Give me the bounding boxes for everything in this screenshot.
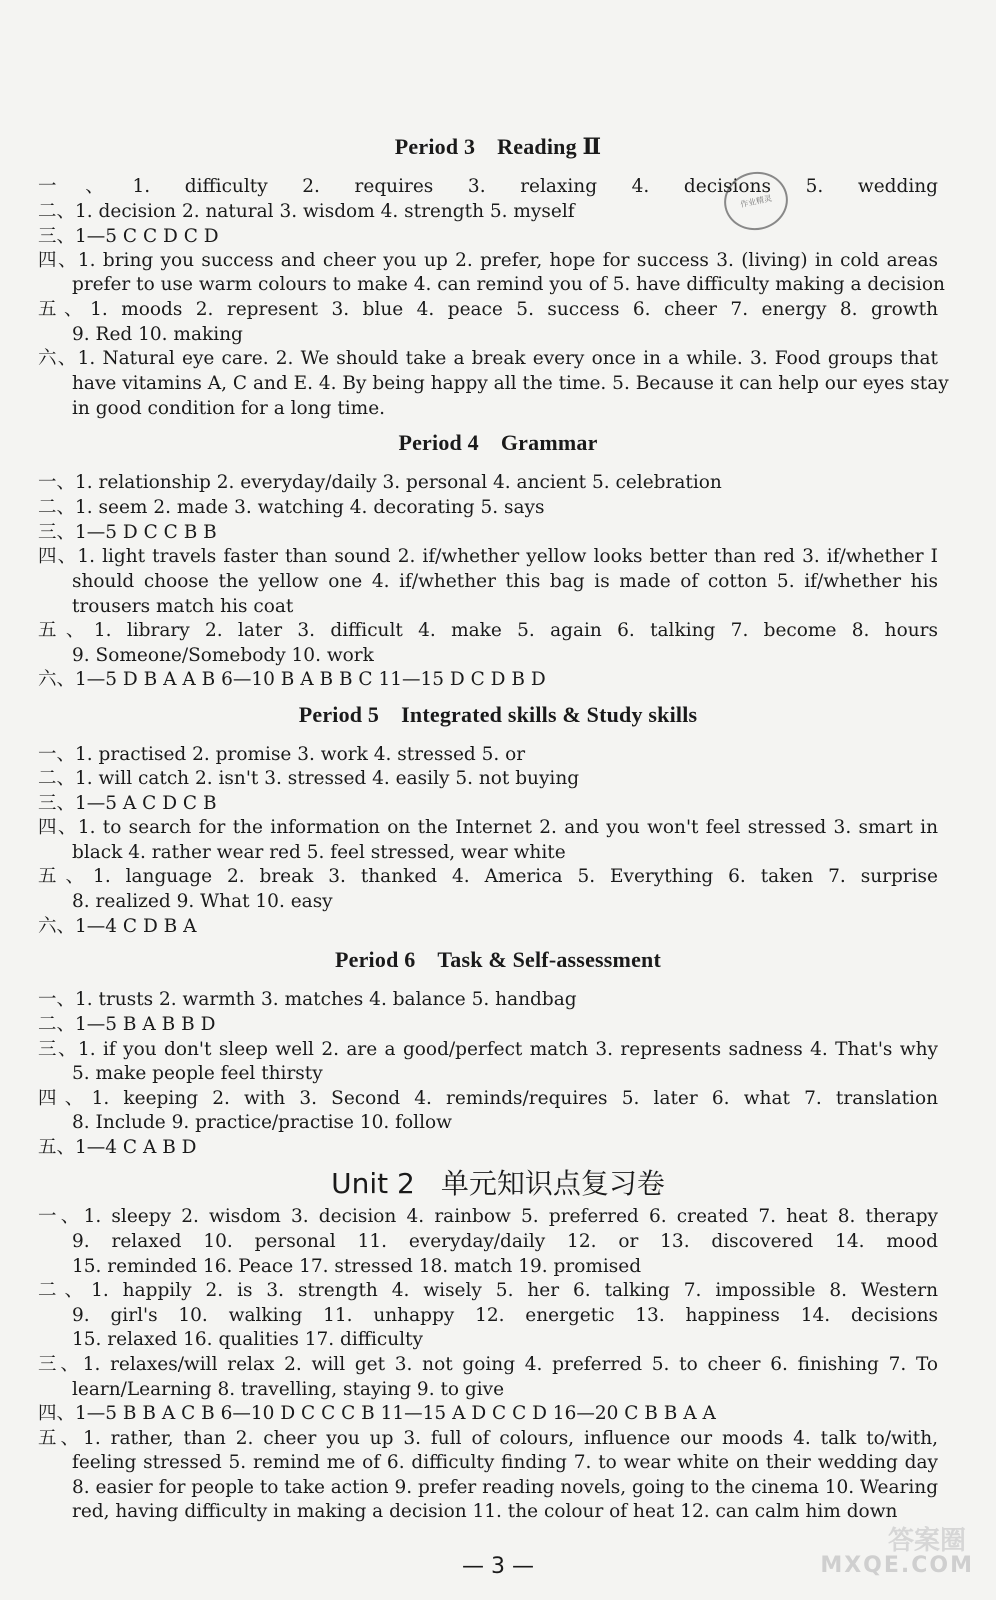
answer-line: should choose the yellow one 4. if/whether this bag is made of cotton 5. if/whether his — [72, 571, 938, 592]
period-5-heading — [0, 702, 996, 728]
period-title: Grammar — [500, 430, 598, 455]
period-label: Period 3 — [394, 134, 476, 159]
answer-line: 二、1—5 B A B B D — [38, 1014, 216, 1035]
period-label: Period 6 — [334, 947, 416, 972]
answer-line: 9. girl's 10. walking 11. unhappy 12. energetic 13. happiness 14. decisions — [72, 1305, 938, 1326]
answer-line: 二、1. decision 2. natural 3. wisdom 4. strength 5. myself — [38, 201, 575, 222]
answer-line: black 4. rather wear red 5. feel stressed, wear white — [72, 842, 566, 863]
answer-line: 五、1. language 2. break 3. thanked 4. America 5. Everything 6. taken 7. surprise — [38, 866, 938, 887]
answer-line: 二、1. will catch 2. isn't 3. stressed 4. easily 5. not buying — [38, 768, 580, 789]
answer-line: 六、1—4 C D B A — [38, 916, 197, 937]
answer-line: 9. relaxed 10. personal 11. everyday/daily 12. or 13. discovered 14. mood — [72, 1231, 938, 1252]
answer-line: 一、1. practised 2. promise 3. work 4. stressed 5. or — [38, 744, 526, 765]
watermark-en: MXQE.COM — [820, 1553, 974, 1578]
answer-line: 六、1—5 D B A A B 6—10 B A B B C 11—15 D C D B D — [38, 669, 546, 690]
answer-line: 四、1. light travels faster than sound 2. if/whether yellow looks better than red 3. if/whether I — [38, 546, 938, 567]
unit-review-title — [0, 1162, 996, 1202]
period-6-heading — [0, 947, 996, 973]
answer-line: 六、1. Natural eye care. 2. We should take a break every once in a while. 3. Food groups that — [38, 348, 938, 369]
watermark-logo — [820, 1520, 974, 1578]
answer-line: 9. Red 10. making — [72, 324, 243, 345]
answer-line: 三、1. if you don't sleep well 2. are a good/perfect match 3. represents sadness 4. That's why — [38, 1039, 938, 1060]
stamp-text: 作业精灵 — [739, 193, 773, 209]
answer-line: 五、1. rather, than 2. cheer you up 3. full of colours, influence our moods 4. talk to/with, — [38, 1428, 938, 1449]
answer-line: 二、1. happily 2. is 3. strength 4. wisely 5. her 6. talking 7. impossible 8. Western — [38, 1280, 938, 1301]
unit-label: Unit 2 — [331, 1167, 415, 1200]
answer-line: 一、1. sleepy 2. wisdom 3. decision 4. rainbow 5. preferred 6. created 7. heat 8. therapy — [38, 1206, 938, 1227]
answer-line: feeling stressed 5. remind me of 6. difficulty finding 7. to wear white on their wedding day — [72, 1452, 938, 1473]
answer-line: 8. easier for people to take action 9. prefer reading novels, going to the cinema 10. Wearing — [72, 1477, 939, 1498]
answer-line: 三、1—5 C C D C D — [38, 226, 219, 247]
answer-line: 8. realized 9. What 10. easy — [72, 891, 333, 912]
answer-line: 四、1. to search for the information on the Internet 2. and you won't feel stressed 3. smart in — [38, 817, 938, 838]
page-number: — 3 — — [462, 1554, 534, 1579]
answer-line: red, having difficulty in making a decision 11. the colour of heat 12. can calm him down — [72, 1501, 898, 1522]
watermark-cn: 答案圈 — [887, 1526, 966, 1556]
answer-line: in good condition for a long time. — [72, 398, 386, 419]
period-title: Reading Ⅱ — [497, 134, 602, 159]
period-title: Task & Self-assessment — [437, 947, 662, 972]
answer-line: 9. Someone/Somebody 10. work — [72, 645, 374, 666]
answer-line: 四、1—5 B B A C B 6—10 D C C C B 11—15 A D C C D 16—20 C B B A A — [38, 1403, 716, 1424]
period-label: Period 4 — [398, 430, 479, 455]
answer-line: 三、1—5 A C D C B — [38, 793, 217, 814]
answer-line: 5. make people feel thirsty — [72, 1063, 323, 1084]
answer-line: trousers match his coat — [72, 596, 294, 617]
period-title: Integrated skills & Study skills — [401, 702, 698, 727]
period-3-heading — [0, 134, 996, 160]
answer-line: learn/Learning 8. travelling, staying 9. to give — [72, 1379, 505, 1400]
answer-line: prefer to use warm colours to make 4. can remind you of 5. have difficulty making a decision — [72, 274, 945, 295]
answer-line: 五、1. library 2. later 3. difficult 4. make 5. again 6. talking 7. become 8. hours — [38, 620, 938, 641]
answer-line: 四、1. keeping 2. with 3. Second 4. reminds/requires 5. later 6. what 7. translation — [38, 1088, 938, 1109]
unit-subtitle: 单元知识点复习卷 — [440, 1167, 665, 1200]
answer-line: 五、1. moods 2. represent 3. blue 4. peace 5. success 6. cheer 7. energy 8. growth — [38, 299, 938, 320]
period-label: Period 5 — [298, 702, 380, 727]
answer-line: 15. reminded 16. Peace 17. stressed 18. match 19. promised — [72, 1256, 642, 1277]
answer-line: 15. relaxed 16. qualities 17. difficulty — [72, 1329, 423, 1350]
answer-line: 一、1. difficulty 2. requires 3. relaxing 4. decisions 5. wedding — [38, 176, 938, 197]
answer-line: 三、1—5 D C C B B — [38, 522, 217, 543]
answer-line: have vitamins A, C and E. 4. By being happy all the time. 5. Because it can help our eyes stay — [72, 373, 949, 394]
answer-line: 二、1. seem 2. made 3. watching 4. decorating 5. says — [38, 497, 545, 518]
period-4-heading — [0, 430, 996, 456]
answer-line: 一、1. trusts 2. warmth 3. matches 4. balance 5. handbag — [38, 989, 577, 1010]
answer-line: 三、1. relaxes/will relax 2. will get 3. not going 4. preferred 5. to cheer 6. finishing 7. To — [38, 1354, 938, 1375]
answer-line: 一、1. relationship 2. everyday/daily 3. personal 4. ancient 5. celebration — [38, 472, 722, 493]
answer-line: 8. Include 9. practice/practise 10. follow — [72, 1112, 452, 1133]
answer-line: 五、1—4 C A B D — [38, 1137, 197, 1158]
answer-line: 四、1. bring you success and cheer you up 2. prefer, hope for success 3. (living) in cold areas — [38, 250, 938, 271]
